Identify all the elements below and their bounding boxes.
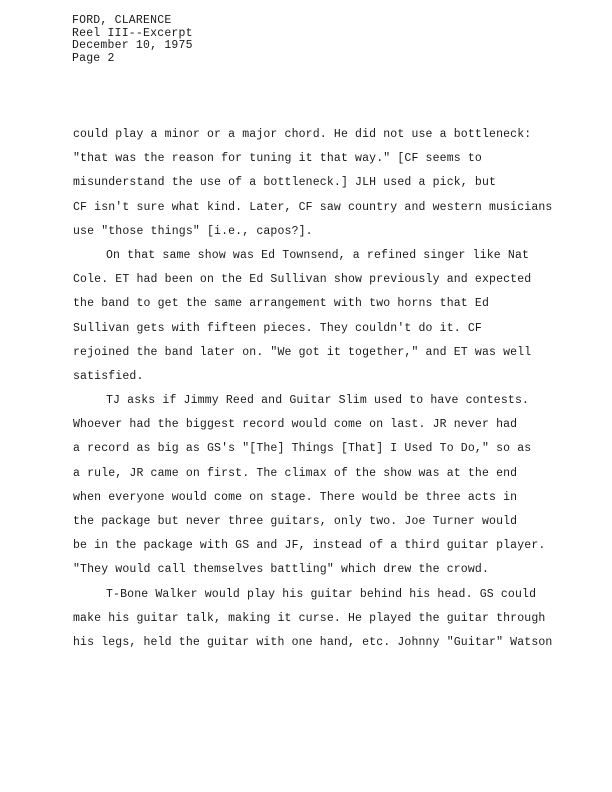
text-line: the package but never three guitars, only two. Joe Turner would [73, 515, 518, 528]
paragraph-start-line: On that same show was Ed Townsend, a refined singer like Nat [106, 248, 530, 262]
text-line: a rule, JR came on first. The climax of the show was at the end [73, 466, 518, 480]
text-line: the band to get the same arrangement with two horns that Ed [73, 297, 490, 311]
text-line: use "those things" [i.e., capos?]. [73, 224, 313, 238]
text-line: Sullivan gets with fifteen pieces. They couldn't do it. CF [73, 321, 482, 335]
page-number: Page 2 [72, 51, 115, 65]
text-line: "They would call themselves battling" which drew the crowd. [73, 563, 490, 577]
interviewee-name: FORD, CLARENCE [72, 14, 172, 27]
text-line: make his guitar talk, making it curse. He played the guitar through [73, 611, 546, 625]
interview-date: December 10, 1975 [72, 39, 193, 52]
text-line: satisfied. [73, 369, 144, 383]
reel-label: Reel III--Excerpt [72, 26, 193, 40]
text-line: rejoined the band later on. "We got it together," and ET was well [73, 345, 532, 359]
text-line: when everyone would come on stage. There would be three acts in [73, 490, 518, 504]
text-line: a record as big as GS's "[The] Things [That] I Used To Do," so as [73, 442, 532, 456]
paragraph-start-line: TJ asks if Jimmy Reed and Guitar Slim used to have contests. [106, 394, 530, 408]
text-line: be in the package with GS and JF, instead of a third guitar player. [73, 539, 546, 553]
transcript-body [73, 123, 573, 655]
text-line: could play a minor or a major chord. He did not use a bottleneck: [73, 128, 532, 141]
text-line: his legs, held the guitar with one hand, etc. Johnny "Guitar" Watson [73, 635, 553, 649]
text-line: "that was the reason for tuning it that way." [CF seems to [73, 152, 482, 166]
text-line: misunderstand the use of a bottleneck.] JLH used a pick, but [73, 176, 497, 190]
text-line: Whoever had the biggest record would come on last. JR never had [73, 418, 518, 432]
text-line: CF isn't sure what kind. Later, CF saw country and western musicians [73, 200, 553, 214]
paragraph-start-line: T-Bone Walker would play his guitar behind his head. GS could [106, 587, 537, 601]
text-line: Cole. ET had been on the Ed Sullivan show previously and expected [73, 273, 532, 287]
document-header [72, 15, 193, 65]
